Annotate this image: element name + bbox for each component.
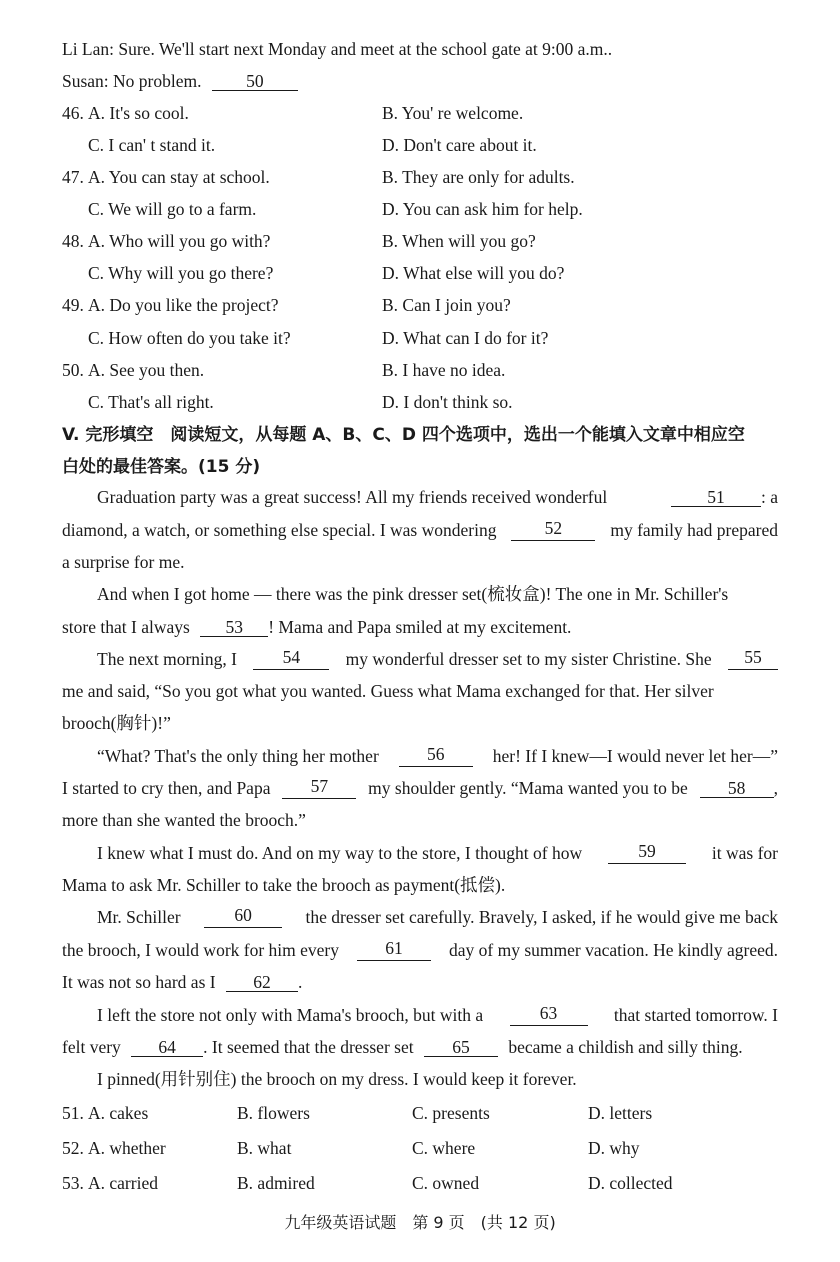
passage-text: my wonderful dresser set to my sister Christine. She <box>345 649 712 669</box>
dialogue-susan-text: Susan: No problem. <box>62 71 202 91</box>
passage-text: my family had prepared <box>610 520 778 540</box>
blank-54: 54 <box>253 648 329 670</box>
q52-option-d: D. why <box>588 1138 640 1158</box>
passage-line-4: And when I got home — there was the pink dresser set(梳妆盒)! The one in Mr. Schiller's <box>97 584 729 604</box>
passage-text: Mr. Schiller <box>97 907 181 927</box>
passage-text: store that I always <box>62 617 190 637</box>
passage-line-19: I pinned(用针别住) the brooch on my dress. I would keep it forever. <box>97 1069 577 1089</box>
blank-62: 62 <box>226 973 298 992</box>
passage-text: I knew what I must do. And on my way to the store, I thought of how <box>97 843 583 863</box>
passage-line-15 <box>62 939 778 961</box>
passage-line-9 <box>97 745 778 767</box>
q53-option-b: B. admired <box>237 1173 315 1193</box>
passage-line-16 <box>62 971 778 993</box>
q50-option-c: C. That's all right. <box>88 392 214 412</box>
q50-number: 50. <box>62 360 84 380</box>
blank-53: 53 <box>200 618 268 637</box>
passage-text: my shoulder gently. “Mama wanted you to be <box>368 778 688 798</box>
passage-text: felt very <box>62 1037 121 1057</box>
passage-line-11: more than she wanted the brooch.” <box>62 810 306 830</box>
passage-text: her! If I knew—I would never let her—” <box>492 746 778 766</box>
q52-option-c: C. where <box>412 1138 476 1158</box>
q52-number: 52. <box>62 1138 84 1158</box>
q46-option-d: D. Don't care about it. <box>382 135 537 155</box>
section-title-line1: V. 完形填空 阅读短文，从每题 A、B、C、D 四个选项中，选出一个能填入文章中相应空 <box>62 425 745 445</box>
passage-text: the brooch, I would work for him every <box>62 940 340 960</box>
q46-option-c: C. I can' t stand it. <box>88 135 216 155</box>
q52-option-a: A. whether <box>88 1138 166 1158</box>
q53-number: 53. <box>62 1173 84 1193</box>
q47-option-b: B. They are only for adults. <box>382 167 575 187</box>
passage-text: I started to cry then, and Papa <box>62 778 271 798</box>
blank-57: 57 <box>282 777 356 799</box>
q53-option-c: C. owned <box>412 1173 480 1193</box>
q53-option-d: D. collected <box>588 1173 673 1193</box>
passage-text: : a <box>760 487 778 507</box>
passage-line-8: brooch(胸针)!” <box>62 713 171 733</box>
q51-number: 51. <box>62 1103 84 1123</box>
passage-text: The next morning, I <box>97 649 237 669</box>
passage-line-12 <box>97 842 778 864</box>
passage-line-10 <box>62 777 778 799</box>
q49-option-b: B. Can I join you? <box>382 295 511 315</box>
q46-option-a: A. It's so cool. <box>88 103 189 123</box>
blank-61: 61 <box>357 939 431 961</box>
passage-text: diamond, a watch, or something else special. I was wondering <box>62 520 497 540</box>
passage-text: I left the store not only with Mama's brooch, but with a <box>97 1005 484 1025</box>
passage-line-2 <box>62 519 778 541</box>
q51-option-a: A. cakes <box>88 1103 149 1123</box>
q46-option-b: B. You' re welcome. <box>382 103 524 123</box>
dialogue-line-susan <box>62 70 778 92</box>
q51-option-c: C. presents <box>412 1103 490 1123</box>
q50-option-d: D. I don't think so. <box>382 392 513 412</box>
passage-text: . <box>297 972 303 992</box>
q50-option-b: B. I have no idea. <box>382 360 506 380</box>
passage-text: that started tomorrow. I <box>613 1005 778 1025</box>
blank-56: 56 <box>399 745 473 767</box>
blank-52: 52 <box>511 519 595 541</box>
q48-number: 48. <box>62 231 84 251</box>
q49-option-c: C. How often do you take it? <box>88 328 291 348</box>
passage-text: “What? That's the only thing her mother <box>97 746 379 766</box>
q48-option-d: D. What else will you do? <box>382 263 565 283</box>
q46-number: 46. <box>62 103 84 123</box>
blank-55: 55 <box>728 648 778 670</box>
q51-option-b: B. flowers <box>237 1103 310 1123</box>
q51-option-d: D. letters <box>588 1103 653 1123</box>
section-title-line2: 白处的最佳答案。(15 分) <box>62 457 261 477</box>
passage-line-1 <box>97 486 778 508</box>
passage-line-3: a surprise for me. <box>62 552 185 572</box>
q47-option-c: C. We will go to a farm. <box>88 199 257 219</box>
passage-text: It was not so hard as I <box>62 972 216 992</box>
blank-64: 64 <box>131 1038 203 1057</box>
blank-50: 50 <box>212 72 298 91</box>
q47-option-a: A. You can stay at school. <box>88 167 270 187</box>
q49-number: 49. <box>62 295 84 315</box>
passage-line-6 <box>97 648 778 670</box>
passage-line-5 <box>62 616 778 638</box>
blank-60: 60 <box>204 906 282 928</box>
passage-text: . It seemed that the dresser set <box>203 1037 414 1057</box>
passage-line-18 <box>62 1036 778 1058</box>
blank-63: 63 <box>510 1004 588 1026</box>
passage-text: , <box>773 778 778 798</box>
passage-text: the dresser set carefully. Bravely, I asked, if he would give me back <box>305 907 778 927</box>
passage-text: it was for <box>711 843 778 863</box>
passage-text: day of my summer vacation. He kindly agreed. <box>448 940 778 960</box>
q47-option-d: D. You can ask him for help. <box>382 199 583 219</box>
blank-59: 59 <box>608 842 686 864</box>
page-footer: 九年级英语试题 第 9 页 (共 12 页) <box>284 1213 556 1232</box>
passage-line-13: Mama to ask Mr. Schiller to take the brooch as payment(抵偿). <box>62 875 506 895</box>
q48-option-a: A. Who will you go with? <box>88 231 271 251</box>
blank-65: 65 <box>424 1038 498 1057</box>
passage-line-7: me and said, “So you got what you wanted. Guess what Mama exchanged for that. Her silver <box>62 681 714 701</box>
q53-option-a: A. carried <box>88 1173 158 1193</box>
q48-option-b: B. When will you go? <box>382 231 536 251</box>
q48-option-c: C. Why will you go there? <box>88 263 274 283</box>
blank-51: 51 <box>671 488 761 507</box>
passage-line-14 <box>97 906 778 928</box>
q52-option-b: B. what <box>237 1138 292 1158</box>
blank-58: 58 <box>700 779 774 798</box>
passage-line-17 <box>97 1004 778 1026</box>
q47-number: 47. <box>62 167 84 187</box>
q49-option-d: D. What can I do for it? <box>382 328 549 348</box>
passage-text: became a childish and silly thing. <box>508 1037 743 1057</box>
dialogue-line-lilan: Li Lan: Sure. We'll start next Monday and meet at the school gate at 9:00 a.m.. <box>62 39 613 59</box>
q49-option-a: A. Do you like the project? <box>88 295 279 315</box>
q50-option-a: A. See you then. <box>88 360 205 380</box>
passage-text: ! Mama and Papa smiled at my excitement. <box>268 617 572 637</box>
passage-text: Graduation party was a great success! All my friends received wonderful <box>97 487 608 507</box>
